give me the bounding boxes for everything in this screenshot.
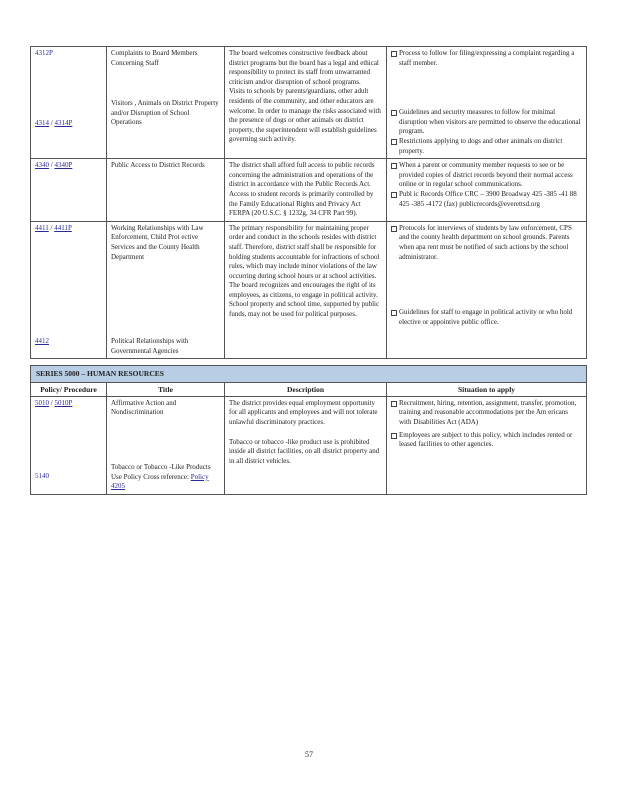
policy-title: Affirmative Action and Nondiscrimination — [111, 398, 177, 417]
policy-link[interactable]: 4340P — [54, 161, 73, 170]
policy-description: The board recognizes and encourages the right of its employees, as citizens, to engage in political activity. School property and school time, supported by public funds, may not be used for political purposes. — [229, 281, 380, 319]
policy-link[interactable]: 4412 — [35, 337, 49, 346]
policy-link[interactable]: 4340 — [35, 161, 49, 170]
policy-title: Visitors , Animals on District Property and/or Disruption of School Operations — [111, 99, 219, 127]
policy-title: Public Access to District Records — [107, 159, 225, 222]
policy-link[interactable]: 5010 — [35, 398, 49, 407]
policy-link[interactable]: 4411P — [54, 223, 72, 232]
table-row — [31, 159, 587, 222]
page-number: 57 — [305, 750, 313, 759]
policy-number: 4312P — [35, 49, 53, 57]
policy-link[interactable]: 4314 — [35, 118, 49, 127]
situation-item: Employees are subject to this policy, which includes rented or leased facilities to other agencies. — [391, 431, 582, 450]
situation-cell — [387, 396, 587, 494]
title-cell — [107, 221, 225, 359]
situation-cell — [387, 159, 587, 222]
policy-title: Complaints to Board Members Concerning Staff — [111, 49, 198, 67]
description-cell — [225, 396, 387, 494]
title-cell — [107, 396, 225, 494]
table-row — [31, 396, 587, 494]
table-spacer — [31, 359, 587, 366]
policy-link[interactable]: 5010P — [54, 398, 73, 407]
policy-title: Tobacco or Tobacco -Like Products Use Policy Cross reference: — [111, 463, 211, 481]
description-cell — [225, 47, 387, 159]
situation-item: When a parent or community member requests to see or be provided copies of district records beyond their normal access online or in regular school communications. — [391, 161, 582, 190]
policy-table — [30, 46, 587, 495]
series-label: SERIES 5000 – HUMAN RESOURCES — [31, 366, 587, 383]
header-situation: Situation to apply — [387, 382, 587, 396]
policy-table-wrapper — [30, 46, 586, 495]
situation-item: Recruitment, hiring, retention, assignment, transfer, promotion, training and reasonable accommodations per the Am ericans with Disabilities Act (ADA) — [391, 399, 582, 428]
situation-cell — [387, 47, 587, 159]
policy-cell: 4411 / 4411P 4412 — [31, 221, 107, 359]
column-header-row — [31, 382, 587, 396]
title-cell — [107, 47, 225, 159]
situation-item: Protocols for interviews of students by law enforcement, CPS and the county health department on school grounds. Parents when apa rent must be notified of such actions by the school administrator. — [391, 224, 582, 262]
header-description: Description — [225, 382, 387, 396]
policy-link[interactable]: 4411 — [35, 223, 49, 232]
policy-cell: 4340 / 4340P — [31, 159, 107, 222]
situation-cell — [387, 221, 587, 359]
series-header-row — [31, 366, 587, 383]
cross-reference-link[interactable]: Policy 4205 — [111, 472, 209, 491]
policy-description: Tobacco or tobacco -like product use is prohibited inside all district facilities, on all district property and in all district vehicles. — [229, 437, 380, 465]
situation-item: Guidelines for staff to engage in political activity or who hold elective or appointive public office. — [391, 308, 582, 327]
policy-cell: 5010 / 5010P 5140 — [31, 396, 107, 494]
policy-description: The primary responsibility for maintaining proper order and conduct in the schools resides with district staff. Therefore, district staff shall be responsible for holding students accountable for infractions of school rules, which may include minor violations of the law occurring during school hours or at school activities. — [229, 223, 380, 280]
policy-cell: 4312P 4314 / 4314P — [31, 47, 107, 159]
situation-item: Publ ic Records Office CRC – 3900 Broadway 425 -385 -41 88 425 -385 -4172 (fax) publicrecords@everettsd.org — [391, 190, 582, 209]
policy-description: The district provides equal employment opportunity for all applicants and employees and will not tolerate unlawful discriminatory practices. — [229, 398, 378, 427]
header-title: Title — [107, 382, 225, 396]
situation-item: Restrictions applying to dogs and other animals on district property. — [391, 137, 582, 156]
policy-link[interactable]: 4314P — [54, 118, 73, 127]
header-policy: Policy/ Procedure — [31, 382, 107, 396]
policy-description: The board welcomes constructive feedback about district programs but the board has a legal and ethical responsibility to protect its staff from unwarranted criticism and/or disruption of school programs. — [229, 49, 379, 86]
policy-description: Visits to schools by parents/guardians, other adult residents of the community, and other educators are welcome. In order to manage the risks associated with the presence of dogs or other animals on district property, the superintendent will establish guidelines governing such activity. — [229, 87, 381, 144]
policy-title: Working Relationships with Law Enforcement, Child Prot ective Services and the County Health Department — [111, 223, 204, 261]
table-row — [31, 47, 587, 159]
policy-number: 5140 — [35, 472, 49, 481]
situation-item: Guidelines and security measures to follow for minimal disruption when visitors are permitted to observe the educational program. — [391, 108, 582, 137]
situation-item: Process to follow for filing/expressing a complaint regarding a staff member. — [391, 49, 582, 68]
description-cell — [225, 221, 387, 359]
policy-description: The district shall afford full access to public records concerning the administration and operations of the district in accordance with the Public Records Act. Access to student records is primarily controlled by the Family Educational Rights and Privacy Act FERPA (20 U.S.C. § 1232g, 34 CFR Part 99). — [225, 159, 387, 222]
policy-title: Political Relationships with Governmental Agencies — [111, 337, 189, 355]
table-row — [31, 221, 587, 359]
